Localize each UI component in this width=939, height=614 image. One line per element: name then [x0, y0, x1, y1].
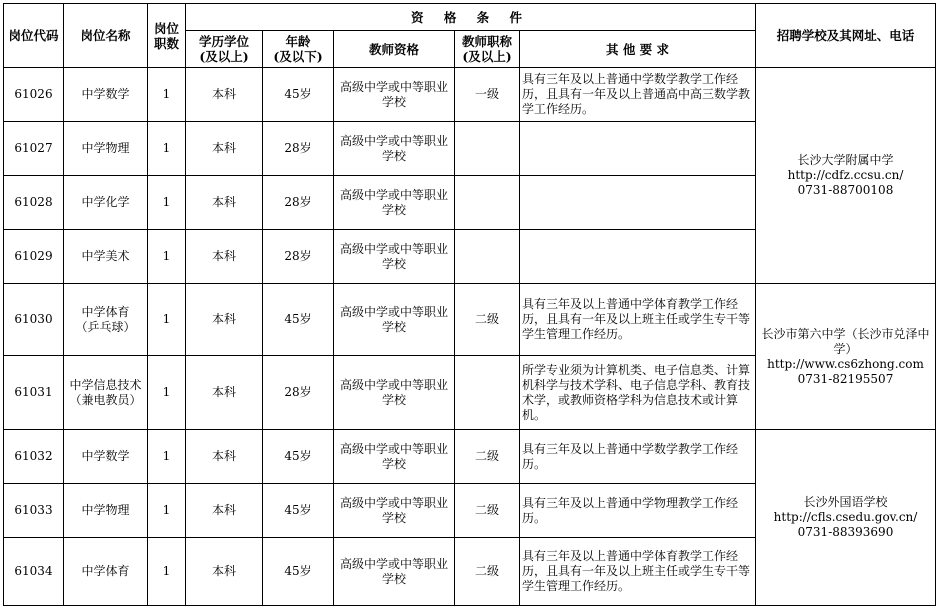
cell-age: 45岁	[263, 538, 334, 606]
cell-name-line1: 中学体育	[81, 564, 130, 578]
cell-other: 具有三年及以上普通中学体育教学工作经历，且具有一年及以上班主任或学生专干等学生管理工作经历。	[520, 284, 756, 356]
cell-age: 45岁	[263, 68, 334, 122]
header-count-line1: 岗位	[153, 20, 179, 36]
cell-age: 28岁	[263, 230, 334, 284]
cell-cert: 高级中学或中等职业学校	[334, 284, 455, 356]
cell-code: 61032	[4, 430, 64, 484]
cell-code: 61030	[4, 284, 64, 356]
table-row	[4, 284, 936, 356]
header-edu-line1: 学历学位	[198, 34, 249, 49]
cell-cert: 高级中学或中等职业学校	[334, 176, 455, 230]
cell-title: 二级	[455, 538, 520, 606]
cell-name	[64, 430, 148, 484]
school-name: 长沙大学附属中学	[797, 153, 894, 167]
cell-count: 1	[148, 284, 186, 356]
header-name: 岗位名称	[64, 4, 148, 68]
header-title	[455, 31, 520, 68]
cell-name-line2: （兼电教员）	[69, 392, 142, 407]
cell-name	[64, 176, 148, 230]
cell-name-line1: 中学物理	[81, 503, 130, 517]
table-row	[4, 68, 936, 122]
cell-name-line1: 中学美术	[81, 249, 130, 263]
school-phone: 0731-88700108	[797, 183, 894, 197]
cell-code: 61029	[4, 230, 64, 284]
header-row-1	[4, 4, 936, 31]
cell-title: 二级	[455, 430, 520, 484]
header-other: 其 他 要 求	[520, 31, 756, 68]
cell-cert: 高级中学或中等职业学校	[334, 430, 455, 484]
header-edu	[186, 31, 263, 68]
header-school: 招聘学校及其网址、电话	[756, 4, 936, 68]
cell-other	[520, 176, 756, 230]
cell-cert: 高级中学或中等职业学校	[334, 484, 455, 538]
cell-age: 28岁	[263, 356, 334, 430]
cell-other	[520, 122, 756, 176]
cell-edu: 本科	[186, 230, 263, 284]
cell-count: 1	[148, 484, 186, 538]
header-age-line2: (及以下)	[273, 49, 323, 64]
cell-name	[64, 122, 148, 176]
cell-age: 45岁	[263, 484, 334, 538]
school-name: 长沙市第六中学（长沙市兑泽中学）	[761, 326, 930, 356]
header-cert: 教师资格	[334, 31, 455, 68]
school-phone: 0731-82195507	[797, 371, 894, 386]
cell-code: 61031	[4, 356, 64, 430]
cell-name-line1: 中学物理	[81, 141, 130, 155]
cell-cert: 高级中学或中等职业学校	[334, 356, 455, 430]
cell-name-line1: 中学数学	[81, 449, 130, 463]
cell-name-line1: 中学化学	[81, 195, 130, 209]
header-code: 岗位代码	[4, 4, 64, 68]
cell-edu: 本科	[186, 538, 263, 606]
header-age-line1: 年龄	[285, 34, 311, 49]
cell-title	[455, 176, 520, 230]
header-count	[148, 4, 186, 68]
cell-name-line1: 中学数学	[81, 87, 130, 101]
cell-edu: 本科	[186, 176, 263, 230]
cell-name	[64, 230, 148, 284]
cell-other	[520, 230, 756, 284]
cell-name	[64, 284, 148, 356]
cell-count: 1	[148, 356, 186, 430]
cell-count: 1	[148, 176, 186, 230]
header-title-line2: (及以上)	[462, 49, 512, 64]
school-cell	[756, 430, 936, 606]
cell-name	[64, 538, 148, 606]
cell-cert: 高级中学或中等职业学校	[334, 68, 455, 122]
school-url: http://cdfz.ccsu.cn/	[787, 168, 904, 182]
cell-cert: 高级中学或中等职业学校	[334, 230, 455, 284]
cell-code: 61026	[4, 68, 64, 122]
cell-edu: 本科	[186, 484, 263, 538]
cell-other: 所学专业须为计算机类、电子信息类、计算机科学与技术学科、电子信息学科、教育技术学，或教师资格学科为信息技术或计算机。	[520, 356, 756, 430]
header-edu-line2: (及以上)	[199, 49, 249, 64]
cell-edu: 本科	[186, 68, 263, 122]
cell-title	[455, 356, 520, 430]
cell-name-line1: 中学信息技术	[69, 377, 142, 392]
school-phone: 0731-88393690	[797, 525, 894, 539]
cell-name	[64, 484, 148, 538]
cell-age: 45岁	[263, 284, 334, 356]
school-url: http://www.cs6zhong.com	[767, 356, 924, 371]
school-cell	[756, 284, 936, 430]
cell-title: 二级	[455, 484, 520, 538]
cell-count: 1	[148, 538, 186, 606]
cell-name-line2: （乒乓球）	[75, 319, 136, 334]
cell-other: 具有三年及以上普通中学数学教学工作经历，且具有一年及以上普通高中高三数学教学工作经历。	[520, 68, 756, 122]
cell-code: 61028	[4, 176, 64, 230]
school-name: 长沙外国语学校	[803, 495, 888, 509]
cell-code: 61033	[4, 484, 64, 538]
recruitment-table	[3, 3, 936, 606]
table-row	[4, 430, 936, 484]
cell-age: 28岁	[263, 122, 334, 176]
cell-edu: 本科	[186, 122, 263, 176]
cell-edu: 本科	[186, 430, 263, 484]
cell-count: 1	[148, 230, 186, 284]
cell-name-line1: 中学体育	[81, 304, 130, 319]
cell-age: 45岁	[263, 430, 334, 484]
cell-count: 1	[148, 430, 186, 484]
header-title-line1: 教师职称	[461, 34, 512, 49]
cell-cert: 高级中学或中等职业学校	[334, 538, 455, 606]
cell-age: 28岁	[263, 176, 334, 230]
cell-other: 具有三年及以上普通中学数学教学工作经历。	[520, 430, 756, 484]
header-qualifications: 资 格 条 件	[186, 4, 756, 31]
cell-code: 61034	[4, 538, 64, 606]
cell-count: 1	[148, 122, 186, 176]
school-url: http://cfls.csedu.gov.cn/	[773, 510, 918, 524]
header-age	[263, 31, 334, 68]
cell-other: 具有三年及以上普通中学物理教学工作经历。	[520, 484, 756, 538]
cell-name	[64, 356, 148, 430]
cell-title	[455, 122, 520, 176]
cell-edu: 本科	[186, 356, 263, 430]
cell-count: 1	[148, 68, 186, 122]
header-count-line2: 职数	[153, 35, 179, 51]
cell-cert: 高级中学或中等职业学校	[334, 122, 455, 176]
cell-title: 二级	[455, 284, 520, 356]
cell-edu: 本科	[186, 284, 263, 356]
cell-other: 具有三年及以上普通中学体育教学工作经历，且具有一年及以上班主任或学生专干等学生管理工作经历。	[520, 538, 756, 606]
cell-name	[64, 68, 148, 122]
school-cell	[756, 68, 936, 284]
cell-title	[455, 230, 520, 284]
cell-title: 一级	[455, 68, 520, 122]
cell-code: 61027	[4, 122, 64, 176]
